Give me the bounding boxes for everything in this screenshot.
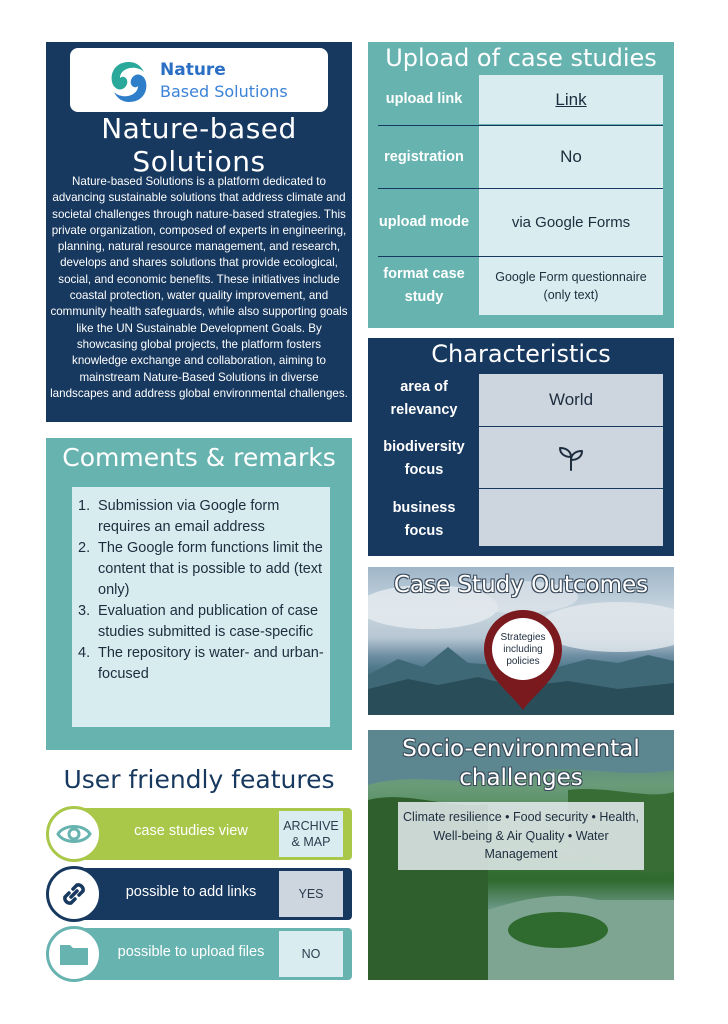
comment-item xyxy=(78,643,326,685)
comment-text: The Google form functions limit the content that is possible to add (text only) xyxy=(98,540,323,598)
sprout-icon xyxy=(556,443,586,473)
characteristic-label: business focus xyxy=(392,500,456,539)
characteristic-value xyxy=(479,489,663,546)
characteristic-label: biodiversity focus xyxy=(383,439,465,478)
socio-challenges-text: Climate resilience • Food security • Health, Well-being & Air Quality • Water Management xyxy=(403,810,639,861)
comment-number: 4. xyxy=(78,645,91,661)
characteristics-title: Characteristics xyxy=(431,340,611,368)
about-description: Nature-based Solutions is a platform dedicated to advancing sustainable solutions that address climate and societal challenges through nature-based strategies. This private organization, composed of experts in engineering, planning, natural resource management, and research, develops and shares solutions that provide ecological, social, and economic benefits. These initiatives include coastal protection, water quality improvement, and community health safeguards, while also supporting goals like the UN Sustainable Development Goals. By showcasing global projects, the platform fosters knowledge exchange and collaboration, aiming to mainstream Nature-Based Solutions in diverse landscapes and address global environmental challenges. xyxy=(50,175,348,400)
comment-item xyxy=(78,601,326,643)
upload-title: Upload of case studies xyxy=(385,44,657,72)
outcome-pin-label: Strategies including policies xyxy=(500,632,546,667)
comments-list xyxy=(78,496,326,685)
logo-text-line2: Based Solutions xyxy=(160,82,288,101)
comment-number: 3. xyxy=(78,603,91,619)
upload-row-value: No xyxy=(479,126,663,188)
feature-value: ARCHIVE & MAP xyxy=(279,811,343,857)
logo-swirl-icon xyxy=(106,58,152,106)
upload-row-label: registration xyxy=(384,148,464,165)
upload-row-value: via Google Forms xyxy=(479,189,663,256)
comment-number: 1. xyxy=(78,498,91,514)
upload-link[interactable]: Link xyxy=(479,75,663,124)
upload-row-value: Google Form questionnaire (only text) xyxy=(479,257,663,315)
upload-row-label: upload mode xyxy=(378,214,470,230)
upload-row-label: upload link xyxy=(385,90,463,107)
outcomes-title: Case Study Outcomes xyxy=(393,572,649,598)
about-title: Nature-based Solutions xyxy=(101,112,297,178)
eye-icon xyxy=(46,806,102,862)
comment-item xyxy=(78,496,326,538)
upload-row-label: format case study xyxy=(383,266,465,305)
feature-value: YES xyxy=(279,871,343,917)
feature-value: NO xyxy=(279,931,343,977)
characteristic-label: area of relevancy xyxy=(390,379,458,418)
comments-title: Comments & remarks xyxy=(62,443,336,472)
comment-text: Evaluation and publication of case studies submitted is case-specific xyxy=(98,603,319,640)
features-title: User friendly features xyxy=(63,765,335,794)
comment-number: 2. xyxy=(78,540,91,556)
comment-text: Submission via Google form requires an email address xyxy=(98,498,280,535)
feature-label: possible to upload files xyxy=(117,944,265,960)
characteristic-value xyxy=(479,427,663,488)
characteristic-value: World xyxy=(479,374,663,426)
link-icon xyxy=(46,866,102,922)
feature-label: possible to add links xyxy=(125,884,257,900)
socio-title: Socio-environmental challenges xyxy=(402,736,640,791)
folder-icon xyxy=(46,926,102,982)
comment-item xyxy=(78,538,326,601)
feature-label: case studies view xyxy=(134,823,248,839)
comment-text: The repository is water- and urban-focused xyxy=(98,645,324,682)
logo-text-line1: Nature xyxy=(160,60,226,80)
